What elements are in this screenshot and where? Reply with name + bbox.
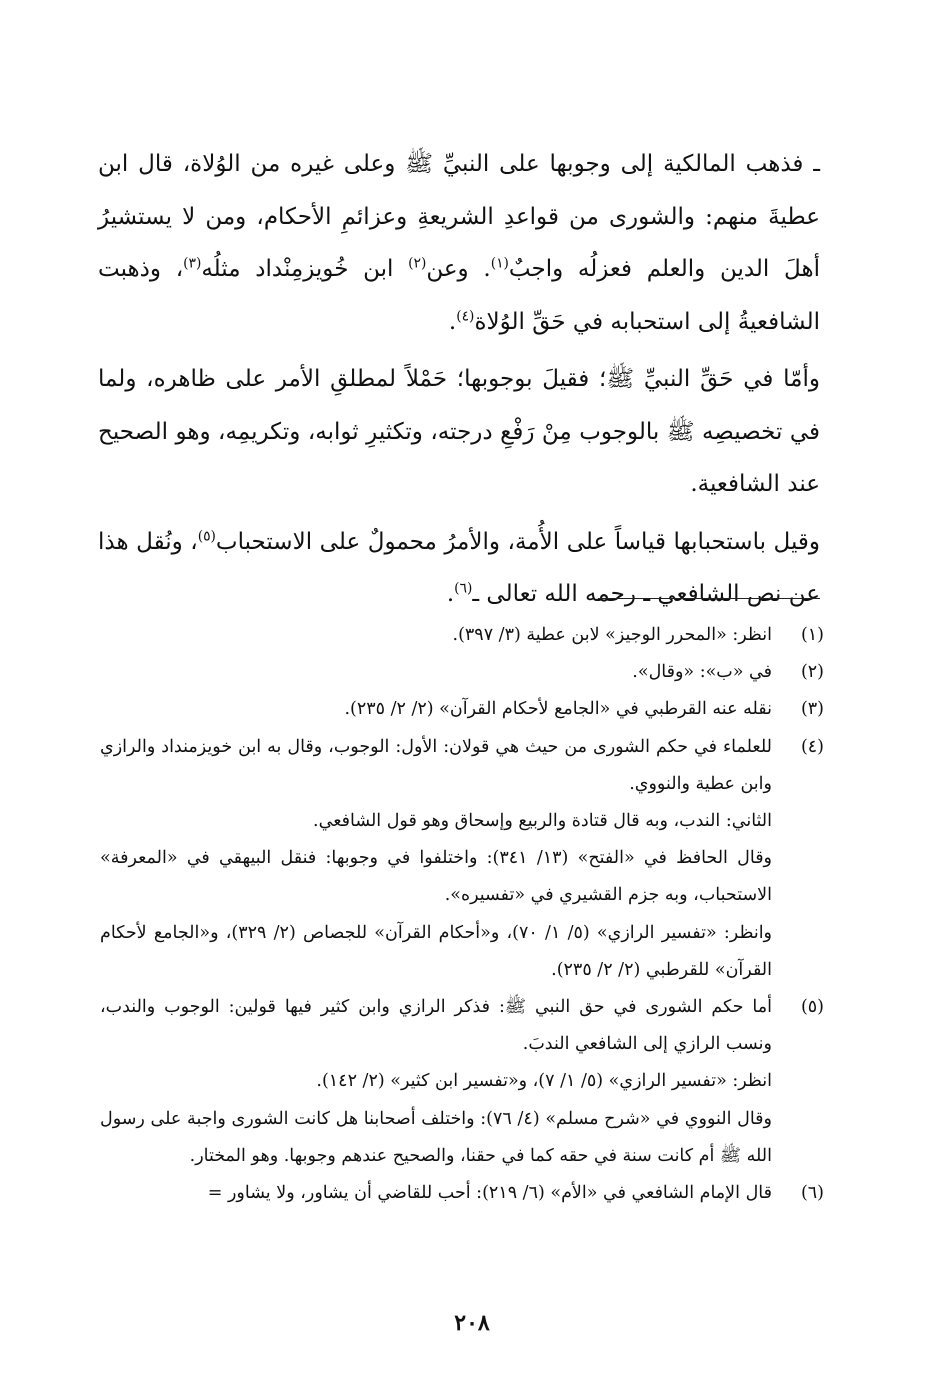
footnote-body [100,729,772,989]
paragraph-text: ، وذهبت الشافعيةُ إلى استحبابه في حَقِّ الوُلاة [98,256,820,335]
footnote-line: وانظر: «تفسير الرازي» (٥/ ١/ ٧٠)، و«أحكام القرآن» للجصاص (٢/ ٣٢٩)، و«الجامع لأحكام القرآن» للقرطبي (٢/ ٢/ ٢٣٥). [100,922,773,980]
main-paragraph [98,353,820,511]
paragraph-text: . [446,581,455,607]
main-text [98,138,820,626]
footnote-line: انظر: «المحرر الوجيز» لابن عطية (٣/ ٣٩٧). [452,625,772,645]
footnote-line: في «ب»: «وقال». [632,662,772,683]
footnote-ref: (٣) [183,255,202,272]
footnote-body [100,654,772,691]
paragraph-text: وقيل باستحبابها قياساً على الأُمة، والأمرُ محمولٌ على الاستحباب [215,528,821,555]
footnotes [100,617,824,1212]
paragraph-text: . [448,308,457,335]
footnote-number: (٦) [800,1183,824,1204]
footnote-ref: (٢) [408,255,427,272]
footnote-line: وقال النووي في «شرح مسلم» (٤/ ٧٦): واختلف أصحابنا هل كانت الشورى واجبة على رسول الله ﷺ أم كانت سنة في حقه كما في حقنا، والصحيح عندهم وجوبها. وهو المختار. [100,1108,772,1166]
footnote [100,617,824,654]
footnote-body [100,989,772,1175]
paragraph-text: . وعن [426,256,491,282]
footnote-line: للعلماء في حكم الشورى من حيث هي قولان: الأول: الوجوب، وقال به ابن خويزمنداد والرازي وابن عطية والنووي. [100,736,772,794]
footnote [100,691,824,728]
footnote-separator [598,598,820,599]
footnote [100,989,824,1175]
footnote-line: قال الإمام الشافعي في «الأم» (٦/ ٢١٩): أحب للقاضي أن يشاور، ولا يشاور = [207,1183,772,1204]
footnote-line: وقال الحافظ في «الفتح» (١٣/ ٣٤١): واختلفوا في وجوبها: فنقل البيهقي في «المعرفة» الاستحباب، وبه جزم القشيري في «تفسيره». [100,848,773,906]
footnote [100,654,824,691]
paragraph-text: ، ونُقل هذا عن نص الشافعي ـ رحمه الله تعالى ـ [98,528,820,607]
footnote-line: أما حكم الشورى في حق النبي ﷺ: فذكر الرازي وابن كثير فيها قولين: الوجوب والندب، ونسب الرازي إلى الشافعي الندبَ. [100,997,772,1055]
main-paragraph [98,138,820,348]
footnote-number: (٢) [800,662,824,683]
footnote-body [100,1175,772,1212]
footnote-ref: (٥) [197,527,216,544]
footnote-ref: (١) [490,255,509,272]
footnote-number: (١) [800,625,824,645]
footnote-line: نقله عنه القرطبي في «الجامع لأحكام القرآن» (٢/ ٢/ ٢٣٥). [344,699,772,720]
footnote-ref: (٤) [456,307,475,324]
footnote-ref: (٦) [454,580,473,597]
footnote-number: (٤) [800,736,824,757]
page-number: ٢٠٨ [454,1310,490,1336]
footnote [100,729,824,989]
main-paragraph [98,516,820,621]
footnote-number: (٥) [800,997,824,1018]
paragraph-text: ابن خُويزمِنْداد مثلُه [201,256,409,282]
footnote [100,1175,824,1212]
footnote-body [100,617,772,654]
paragraph-text: وأمّا في حَقِّ النبيِّ ﷺ؛ فقيلَ بوجوبها؛ حَمْلاً لمطلقِ الأمر على ظاهره، ولما في تخصيصِه ﷺ بالوجوب مِنْ رَفْعِ درجته، وتكثيرِ ثوابه، وتكريمِه، وهو الصحيح عند الشافعية. [98,366,820,497]
footnote-body [100,691,772,728]
footnote-line: الثاني: الندب، وبه قال قتادة والربيع وإسحاق وهو قول الشافعي. [313,811,772,832]
footnote-number: (٣) [800,699,824,720]
paragraph-text: ـ فذهب المالكية إلى وجوبها على النبيِّ ﷺ وعلى غيره من الوُلاة، قال ابن عطيةَ منهم: والشورى من قواعدِ الشريعةِ وعزائمِ الأحكام، ومن لا يستشيرُ أهلَ الدين والعلم فعزلُه واجبٌ [98,151,820,282]
footnote-line: انظر: «تفسير الرازي» (٥/ ١/ ٧)، و«تفسير ابن كثير» (٢/ ١٤٢). [316,1071,772,1092]
